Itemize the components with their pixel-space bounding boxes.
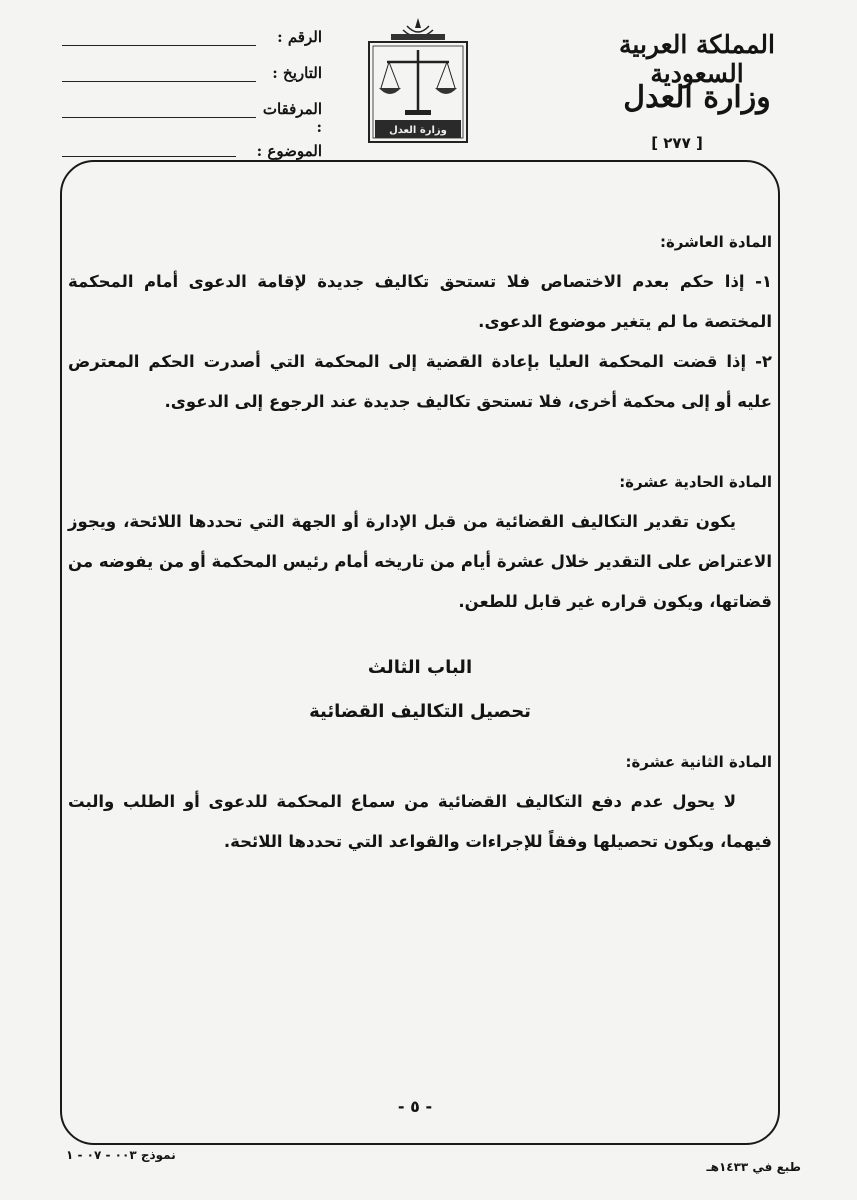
form-code: نموذج ٠٠٣ - ٠٧ - ١ — [66, 1148, 176, 1162]
spacer — [68, 422, 772, 462]
document-body — [68, 222, 772, 862]
ministry-emblem-icon — [363, 14, 473, 146]
article-10-paragraph-2: ٢- إذا قضت المحكمة العليا بإعادة القضية إلى المحكمة التي أصدرت الحكم المعترض عليه أو إلى محكمة أخرى، فلا تستحق تكاليف جديدة عند الرجوع إلى الدعوى. — [68, 352, 772, 411]
field-date — [62, 64, 322, 100]
field-attachments-line — [62, 117, 256, 118]
chapter-name: الباب الثالث — [367, 657, 473, 678]
article-12-title: المادة الثانية عشرة: — [625, 753, 772, 771]
field-number-line — [62, 45, 256, 46]
field-attachments-label: المرفقات : — [262, 100, 322, 136]
field-date-label: التاريخ : — [272, 64, 322, 82]
field-subject-line — [62, 156, 236, 157]
spacer — [68, 622, 772, 646]
article-11-title: المادة الحادية عشرة: — [619, 473, 772, 491]
field-number-label: الرقم : — [277, 28, 322, 46]
article-11-paragraph-1: يكون تقدير التكاليف القضائية من قبل الإدارة أو الجهة التي تحددها اللائحة، ويجوز الاعتراض على التقدير خلال عشرة أيام من تاريخه أمام رئيس المحكمة أو من يفوضه من قضاتها، ويكون قراره غير قابل للطعن. — [68, 512, 772, 611]
chapter-title: تحصيل التكاليف القضائية — [309, 701, 531, 722]
header-fields — [62, 28, 322, 172]
field-number — [62, 28, 322, 64]
print-note: طبع في ١٤٣٣هـ — [706, 1160, 801, 1174]
field-date-line — [62, 81, 256, 82]
kingdom-heading: المملكة العربية السعودية — [619, 30, 775, 88]
ministry-heading: وزارة العدل — [623, 80, 771, 115]
article-10-title: المادة العاشرة: — [659, 233, 772, 251]
emblem-text: وزارة العدل — [389, 125, 447, 136]
page-number: - ٥ - — [397, 1097, 433, 1116]
field-subject-label: الموضوع : — [256, 142, 322, 160]
article-10-paragraph-1: ١- إذا حكم بعدم الاختصاص فلا تستحق تكاليف جديدة لإقامة الدعوى أمام المحكمة المختصة ما لم يتغير موضوع الدعوى. — [68, 272, 772, 331]
form-number: [ ٢٧٧ ] — [651, 134, 703, 152]
article-12-paragraph-1: لا يحول عدم دفع التكاليف القضائية من سماع المحكمة للدعوى أو الطلب والبت فيهما، ويكون تحصيلها وفقاً للإجراءات والقواعد التي تحددها اللائحة. — [68, 792, 772, 851]
field-attachments — [62, 100, 322, 136]
